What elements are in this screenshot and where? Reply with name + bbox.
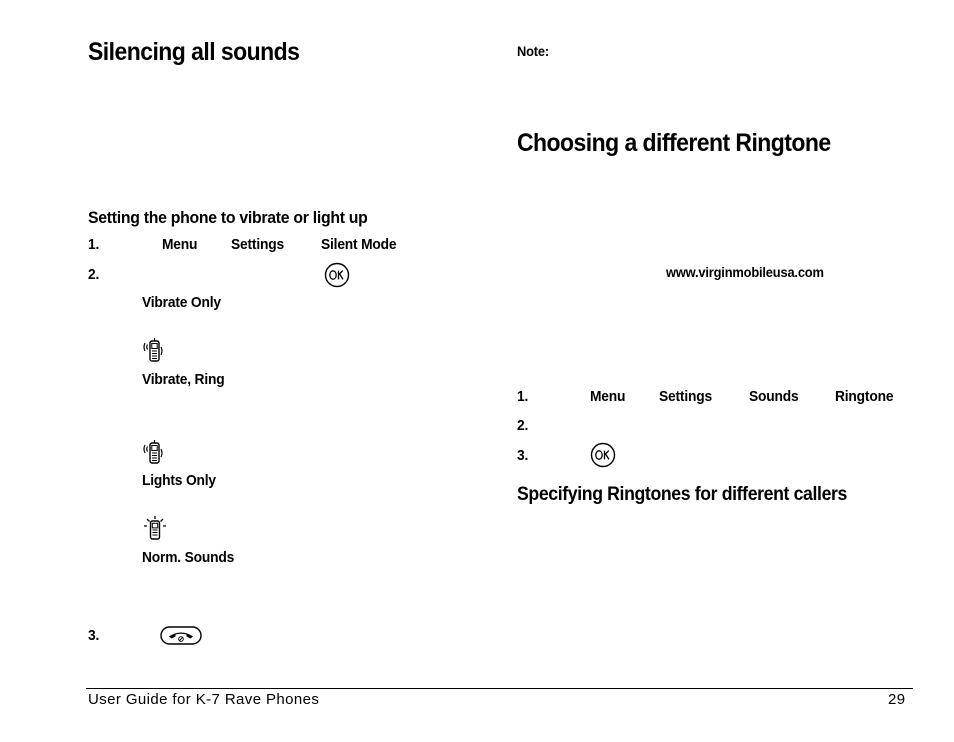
step-number: 1. (517, 388, 529, 405)
page-number: 29 (888, 691, 906, 708)
footer-title: User Guide for K-7 Rave Phones (88, 691, 320, 708)
menu-term: Menu (162, 236, 198, 253)
subhead-vibrate-light: Setting the phone to vibrate or light up (88, 208, 368, 227)
settings-term: Settings (659, 388, 712, 405)
step-number: 2. (517, 417, 529, 434)
note-label: Note: (517, 43, 549, 59)
vibrate-icon (143, 337, 165, 365)
option-vibrate-only: Vibrate Only (142, 294, 221, 311)
section-title-silencing: Silencing all sounds (88, 38, 300, 66)
vibrate-ring-icon (143, 439, 165, 467)
website-link[interactable]: www.virginmobileusa.com (666, 264, 824, 280)
end-key-icon (160, 626, 202, 645)
option-norm-sounds: Norm. Sounds (142, 549, 235, 566)
section-title-ringtone: Choosing a different Ringtone (517, 129, 831, 157)
subhead-specifying-ringtones: Specifying Ringtones for different callers (517, 484, 847, 505)
step-number: 3. (517, 447, 529, 464)
ok-key-icon (590, 442, 616, 468)
step-number: 1. (88, 236, 100, 253)
footer-divider (86, 688, 913, 689)
ok-key-icon (324, 262, 350, 288)
menu-term: Menu (590, 388, 626, 405)
option-vibrate-ring: Vibrate, Ring (142, 371, 225, 388)
option-lights-only: Lights Only (142, 472, 216, 489)
lights-only-icon (143, 515, 167, 541)
step-number: 3. (88, 627, 100, 644)
sounds-term: Sounds (749, 388, 799, 405)
ringtone-term: Ringtone (835, 388, 894, 405)
settings-term: Settings (231, 236, 284, 253)
step-number: 2. (88, 266, 100, 283)
silent-mode-term: Silent Mode (321, 236, 397, 253)
